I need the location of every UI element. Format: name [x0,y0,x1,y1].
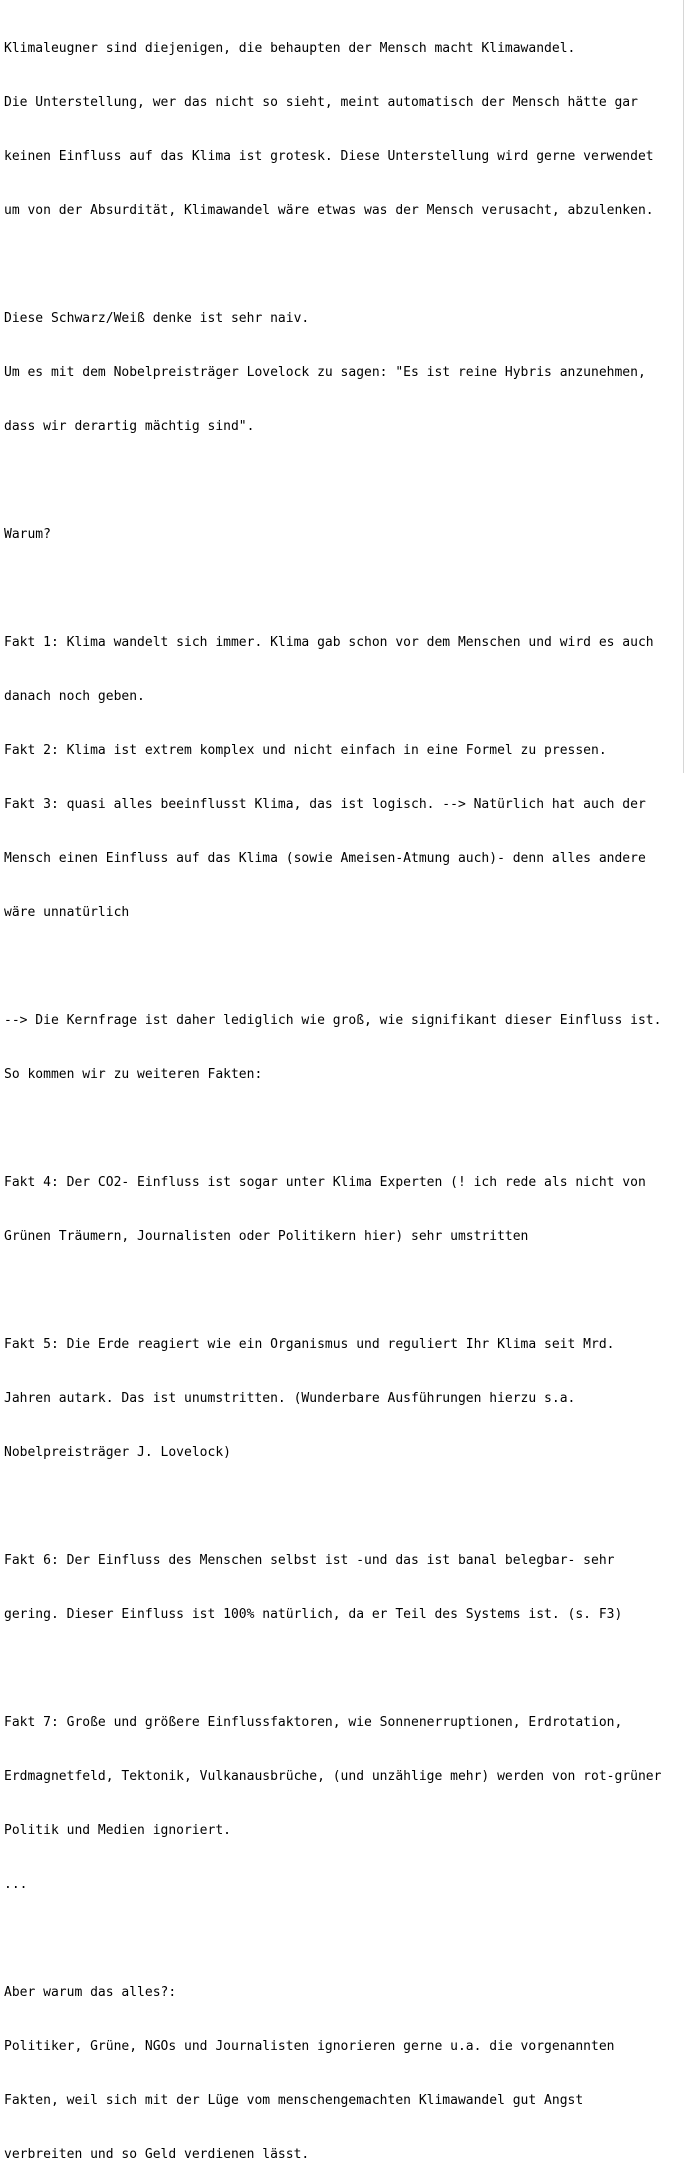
text-line: wäre unnatürlich [4,905,130,920]
text-line: Fakt 5: Die Erde reagiert wie ein Organismus und reguliert Ihr Klima seit Mrd. [4,1337,615,1352]
text-line: Grünen Träumern, Journalisten oder Politikern hier) sehr umstritten [4,1229,529,1244]
text-line: Um es mit dem Nobelpreisträger Lovelock zu sagen: "Es ist reine Hybris anzunehmen, [4,365,646,380]
text-line: So kommen wir zu weiteren Fakten: [4,1067,263,1082]
text-line: Die Unterstellung, wer das nicht so sieht, meint automatisch der Mensch hätte gar [4,95,638,110]
blank-line [4,1930,680,1948]
text-line: Fakt 3: quasi alles beeinflusst Klima, das ist logisch. --> Natürlich hat auch der [4,797,646,812]
text-line: Aber warum das alles?: [4,1985,177,2000]
text-line: Politik und Medien ignoriert. [4,1823,231,1838]
blank-line [4,1498,680,1516]
text-line: gering. Dieser Einfluss ist 100% natürlich, da er Teil des Systems ist. (s. F3) [4,1607,623,1622]
text-line: Mensch einen Einfluss auf das Klima (sowie Ameisen-Atmung auch)- denn alles andere [4,851,646,866]
document-body [4,4,680,2182]
text-line: um von der Absurdität, Klimawandel wäre etwas was der Mensch verusacht, abzulenken. [4,203,654,218]
blank-line [4,472,680,490]
text-line: Warum? [4,527,51,542]
text-line: ... [4,1877,28,1892]
text-line: Fakt 2: Klima ist extrem komplex und nicht einfach in eine Formel zu pressen. [4,743,607,758]
text-line: --> Die Kernfrage ist daher lediglich wie groß, wie signifikant dieser Einfluss ist. [4,1013,662,1028]
text-line: keinen Einfluss auf das Klima ist grotesk. Diese Unterstellung wird gerne verwendet [4,149,654,164]
blank-line [4,580,680,598]
text-line: Nobelpreisträger J. Lovelock) [4,1445,231,1460]
text-line: Klimaleugner sind diejenigen, die behaupten der Mensch macht Klimawandel. [4,41,576,56]
text-line: Diese Schwarz/Weiß denke ist sehr naiv. [4,311,310,326]
blank-line [4,958,680,976]
text-line: Jahren autark. Das ist unumstritten. (Wunderbare Ausführungen hierzu s.a. [4,1391,576,1406]
blank-line [4,1120,680,1138]
text-line: danach noch geben. [4,689,145,704]
text-line: dass wir derartig mächtig sind". [4,419,255,434]
text-line: Fakt 7: Große und größere Einflussfaktoren, wie Sonnenerruptionen, Erdrotation, [4,1715,623,1730]
text-line: Fakten, weil sich mit der Lüge vom menschengemachten Klimawandel gut Angst [4,2093,584,2108]
text-line: verbreiten und so Geld verdienen lässt. [4,2147,310,2162]
text-line: Fakt 4: Der CO2- Einfluss ist sogar unter Klima Experten (! ich rede als nicht von [4,1175,646,1190]
text-line: Fakt 1: Klima wandelt sich immer. Klima gab schon vor dem Menschen und wird es auch [4,635,654,650]
text-line: Politiker, Grüne, NGOs und Journalisten ignorieren gerne u.a. die vorgenannten [4,2039,615,2054]
text-line: Fakt 6: Der Einfluss des Menschen selbst ist -und das ist banal belegbar- sehr [4,1553,615,1568]
blank-line [4,1660,680,1678]
text-line: Erdmagnetfeld, Tektonik, Vulkanausbrüche, (und unzählige mehr) werden von rot-grüner [4,1769,662,1784]
blank-line [4,1282,680,1300]
blank-line [4,256,680,274]
